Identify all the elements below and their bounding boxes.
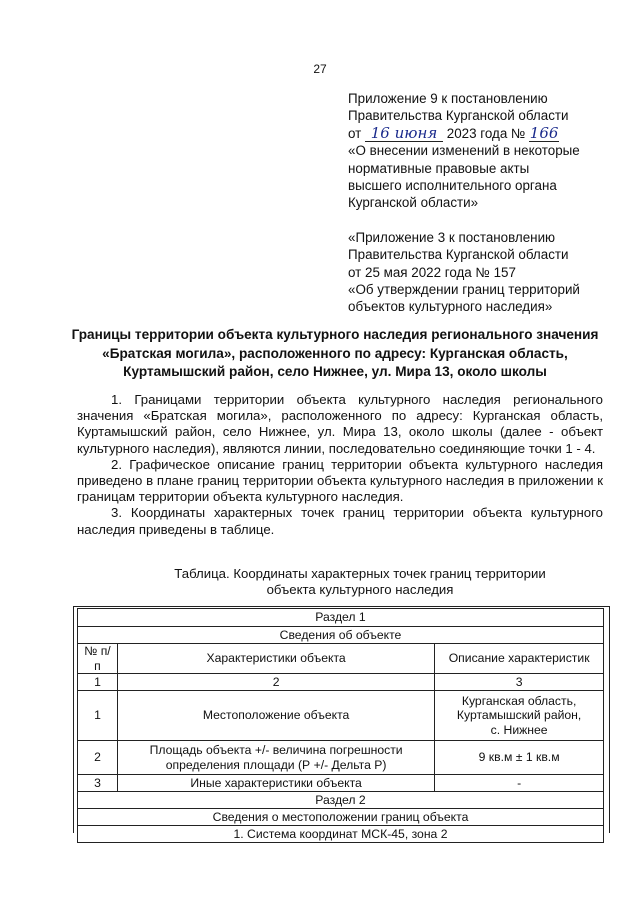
row-3-description: - bbox=[435, 775, 604, 792]
table-row bbox=[78, 691, 604, 741]
table-row bbox=[78, 826, 604, 843]
row-2-description: 9 кв.м ± 1 кв.м bbox=[435, 741, 604, 775]
row-3-characteristic: Иные характеристики объекта bbox=[117, 775, 434, 792]
table-caption-line1: Таблица. Координаты характерных точек границ территории bbox=[174, 566, 546, 581]
coordinate-system: 1. Система координат МСК-45, зона 2 bbox=[78, 826, 604, 843]
body-text bbox=[77, 392, 603, 538]
paragraph-3: 3. Координаты характерных точек границ территории объекта культурного наследия приведены в таблице. bbox=[77, 505, 603, 537]
section-1-title: Сведения об объекте bbox=[78, 627, 604, 644]
appendix-3-line1: «Приложение 3 к постановлению bbox=[348, 229, 556, 245]
table-row bbox=[78, 609, 604, 627]
appendix-9-title-1: «О внесении изменений в некоторые bbox=[348, 143, 580, 159]
appendix-3-line4: «Об утверждении границ территорий bbox=[348, 282, 580, 298]
table-row bbox=[78, 741, 604, 775]
row-1-description-line2: Куртамышский район, bbox=[456, 708, 582, 723]
row-2-characteristic-line2: определения площади (Р +/- Дельта Р) bbox=[165, 757, 387, 772]
section-1-label: Раздел 1 bbox=[78, 609, 604, 627]
table-caption-line2: объекта культурного наследия bbox=[266, 582, 454, 597]
appendix-header bbox=[348, 90, 610, 316]
page-number: 27 bbox=[313, 62, 327, 76]
table-numbering-row bbox=[78, 674, 604, 691]
appendix-3-line3: от 25 мая 2022 года № 157 bbox=[348, 264, 516, 280]
row-1-description bbox=[435, 691, 604, 741]
section-2-title: Сведения о местоположении границ объекта bbox=[78, 809, 604, 826]
paragraph-1: 1. Границами территории объекта культурного наследия регионального значения «Братская могила», расположенного по адресу: Курганская область, Куртамышский район, село Нижнее, ул. Мира 13, около школы (далее - объект культурного наследия), являются линии, последовательно соединяющие точки 1 - 4. bbox=[77, 392, 603, 456]
row-2-characteristic-line1: Площадь объекта +/- величина погрешности bbox=[149, 743, 403, 758]
appendix-3-line5: объектов культурного наследия» bbox=[348, 299, 553, 315]
table-header-row bbox=[78, 644, 604, 674]
header-number: № п/п bbox=[78, 644, 118, 674]
col-number-3: 3 bbox=[435, 674, 604, 691]
appendix-9-title-4: Курганской области» bbox=[348, 195, 479, 211]
table-row bbox=[78, 792, 604, 809]
appendix-9-date-line bbox=[348, 125, 610, 142]
row-2-number: 2 bbox=[78, 741, 118, 775]
document-heading: Границы территории объекта культурного наследия регионального значения «Братская могила», расположенного по адресу: Курганская область, Куртамышский район, село Нижнее, ул. Мира 13, около школы bbox=[71, 327, 599, 380]
date-prefix: от bbox=[348, 125, 362, 141]
col-number-2: 2 bbox=[117, 674, 434, 691]
table-row bbox=[78, 627, 604, 644]
paragraph-2: 2. Графическое описание границ территории объекта культурного наследия приведено в плане границ территории объекта культурного наследия в приложении к границам территории объекта культурного наследия. bbox=[77, 456, 603, 505]
table-caption bbox=[130, 566, 590, 598]
coordinates-table bbox=[77, 608, 604, 843]
header-description: Описание характеристик bbox=[435, 644, 604, 674]
date-middle: 2023 года № bbox=[446, 125, 526, 141]
row-1-description-line1: Курганская область, bbox=[461, 693, 577, 708]
row-1-description-line3: с. Нижнее bbox=[490, 722, 548, 737]
handwritten-date: 16 июня bbox=[365, 126, 443, 142]
col-number-1: 1 bbox=[78, 674, 118, 691]
table-row bbox=[78, 775, 604, 792]
header-characteristic: Характеристики объекта bbox=[117, 644, 434, 674]
table-row bbox=[78, 809, 604, 826]
appendix-9-title-2: нормативные правовые акты bbox=[348, 160, 530, 176]
handwritten-number: 166 bbox=[529, 123, 559, 142]
row-2-characteristic bbox=[117, 741, 434, 775]
row-1-characteristic: Местоположение объекта bbox=[117, 691, 434, 741]
section-2-label: Раздел 2 bbox=[78, 792, 604, 809]
appendix-9-line1: Приложение 9 к постановлению bbox=[348, 91, 548, 106]
row-1-number: 1 bbox=[78, 691, 118, 741]
appendix-9-line2: Правительства Курганской области bbox=[348, 108, 569, 124]
appendix-3-line2: Правительства Курганской области bbox=[348, 247, 569, 263]
row-3-number: 3 bbox=[78, 775, 118, 792]
appendix-9-title-3: высшего исполнительного органа bbox=[348, 178, 557, 194]
